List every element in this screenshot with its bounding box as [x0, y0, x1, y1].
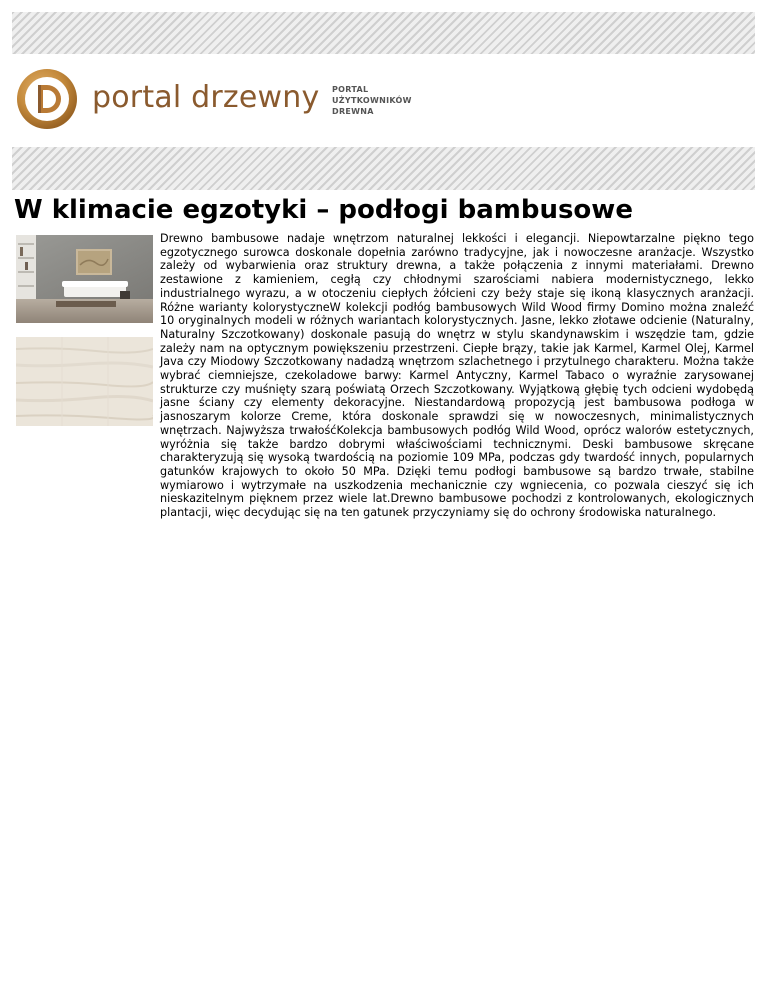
- article-body: Drewno bambusowe nadaje wnętrzom naturalnej lekkości i elegancji. Niepowtarzalne piękno tego egzotycznego surowca doskonale dopełnia zarówno tradycyjne, jak i nowoczesne aranżacje. Wszystko zależy od wybarwienia oraz struktury drewna, a także połączenia z innymi materiałami. Drewno zestawione z kamieniem, cegłą czy chłodnymi szarościami nabiera modernistycznego, lekko industrialnego wyrazu, a w otoczeniu ciepłych żółcieni czy beży staje się ikoną klasycznych aranżacji. Różne warianty kolorystyczneW kolekcji podłóg bambusowych Wild Wood firmy Domino można znaleźć 10 oryginalnych modeli w różnych wariantach kolorystycznych. Jasne, lekko złotawe odcienie (Naturalny, Naturalny Szczotkowany) doskonale pasują do wnętrz w stylu skandynawskim i wszędzie tam, gdzie zależy nam na optycznym powiększeniu przestrzeni. Ciepłe brązy, takie jak Karmel, Karmel Olej, Karmel Java czy Miodowy Szczotkowany nadadzą wnętrzom szlachetnego i przytulnego charakteru. Można także wybrać ciemniejsze, czekoladowe barwy: Karmel Antyczny, Karmel Tabaco o wyraźnie zarysowanej strukturze czy muśnięty szarą poświatą Orzech Szczotkowany. Wyjątkową głębię tych odcieni wydobędą jasne ściany czy elementy dekoracyjne. Niestandardową propozycją jest bambusowa podłoga w jasnoszarym kolorze Creme, która doskonale sprawdzi się w nowoczesnych, minimalistycznych wnętrzach. Najwyższa trwałośćKolekcja bambusowych podłóg Wild Wood, oprócz walorów estetycznych, wyróżnia się także bardzo dobrymi właściwościami technicznymi. Deski bambusowe skręcane charakteryzują się wysoką twardością na poziomie 109 MPa, podczas gdy twardość innych, popularnych gatunków krajowych to około 50 MPa. Dzięki temu podłogi bambusowe są bardzo trwałe, stabilne wymiarowo i wytrzymałe na uszkodzenia mechanicznie czy wgniecenia, co pozwala cieszyć się ich nieskazitelnym pięknem przez wiele lat.Drewno bambusowe pochodzi z kontrolowanych, ekologicznych plantacji, więc decydując się na ten gatunek przyczyniamy się do ochrony środowiska naturalnego.: [160, 232, 754, 520]
- interior-photo: [16, 235, 153, 323]
- tagline-line-3: DREWNA: [332, 107, 374, 116]
- decorative-stripe-top: [12, 12, 755, 54]
- logo-wordmark: portal drzewny: [92, 79, 320, 115]
- decorative-stripe-bottom: [12, 147, 755, 190]
- logo-tagline: [332, 84, 412, 117]
- bamboo-floor-sample-photo: [16, 337, 153, 426]
- logo-emblem-icon: [16, 68, 78, 130]
- article-title: W klimacie egzotyki – podłogi bambusowe: [14, 195, 633, 225]
- tagline-line-2: UŻYTKOWNIKÓW: [332, 96, 412, 105]
- tagline-line-1: PORTAL: [332, 85, 369, 94]
- site-logo[interactable]: [16, 68, 319, 130]
